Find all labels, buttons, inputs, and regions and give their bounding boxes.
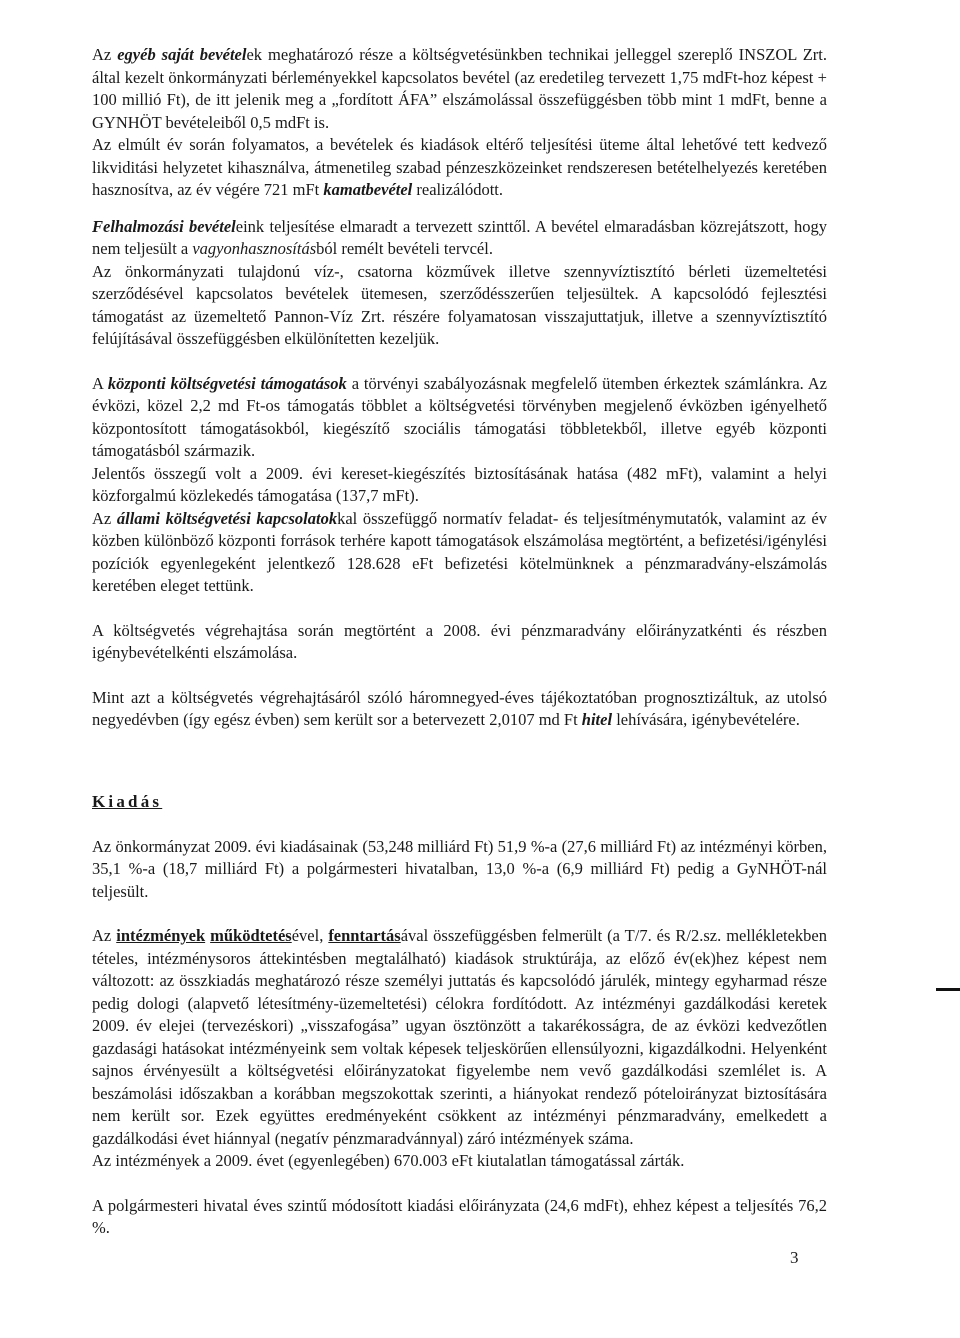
document-body [92, 44, 827, 1240]
term-fenntartas: fenntartás [328, 926, 401, 945]
paragraph-egyeb-sajat-bevetelek: Az egyéb saját bevételek meghatározó része a költségvetésünkben technikai jelleggel szereplő INSZOL Zrt. által kezelt önkormányzati bérleményekkel kapcsolatos bevétel (az eredetileg tervezett 1,75 mdFt-hoz képest + 100 millió Ft), de itt jelenik meg a „fordított ÁFA” elszámolással összefüggésben több mint 1 mdFt, benne a GYNHÖT bevételeiből 0,5 mdFt is. [92, 45, 827, 132]
section-heading-kiadas: Kiadás [92, 791, 163, 811]
paragraph-kamatbevetel: Az elmúlt év során folyamatos, a bevételek és kiadások eltérő teljesítési üteme által lehetővé tett kedvező likviditási helyzetet kihasználva, átmenetileg szabad pénzeszközeinket rendszeresen betételhelyezés keretében hasznosítva, az év végére 721 mFt kamatbevétel realizálódott. [92, 135, 827, 199]
paragraph-felhalmozasi-bevetelek: Felhalmozási bevételeink teljesítése elmaradt a tervezett szinttől. A bevétel elmaradásban közrejátszott, hogy nem teljesült a vagyonhasznosításból remélt bevételi tervcél. [92, 216, 827, 258]
paragraph-intezmenyek: Az intézmények működtetésével, fenntartásával összefüggésben felmerült (a T/7. és R/2.sz. mellékletekben tételes, intézménysoros áttekintésben megtalálható) kiadások struktúrája, az előző év(ek)hez képest nem változott: az összkiadás meghatározó része személyi juttatás és kapcsolódó járulék, mintegy egyharmad része pedig dologi (alapvető létesítmény-üzemeltetési) célokra fordítódott. Az intézményi gazdálkodási keretek 2009. év elejei (tervezéskori) „visszafogása” ugyan ösztönzött a takarékosságra, de az évközi kedvezőtlen gazdasági hatásokat intézményeink sem voltak képesek teljeskörűen ellensúlyozni, kigazdálkodni. Helyenként sajnos érvényesült a költségvetési előirányzatokat figyelembe nem vevő gazdálkodási szemlélet is. A beszámolási időszakban a korábban megszokottak szerinti, a hiányokat rendező póteloirányzat biztosítására nem került sor. Ezek együttes eredményeként csökkent az intézményi pénzmaradvány, emelkedett a gazdálkodási évet hiánnyal (negatív pénzmaradvánnyal) záró intézmények száma. [92, 926, 828, 1148]
paragraph-allami-kapcsolatok: Az állami költségvetési kapcsolatokkal összefüggő normatív feladat- és teljesítménymutatók, valamint az év közben különböző központi források terhére kapott támogatások elszámolása megtörtént, a befizetési/igénylési pozíciók egyenlegeként jelentkező 128.628 eFt befizetési kötelmünknek a pénzmaradvány-elszámolás keretében eleget tettünk. [92, 508, 827, 595]
paragraph-kozmuvek: Az önkormányzati tulajdonú víz-, csatorna közművek illetve szennyvíztisztító bérleti üzemeltetési szerződésével kapcsolatos bevételek ütemesen, szerződésszerűen teljesültek. A kapcsolódó fejlesztési támogatást az üzemeltető Pannon-Víz Zrt. részére folyamatosan visszajuttatjuk, illetve a szennyvíztisztító felújításával összefüggésben elkülönítetten kezeljük. [92, 261, 827, 348]
term-kozponti-koltsegvetesi-tamogatasok: központi költségvetési támogatások [107, 373, 347, 393]
paragraph-penzmaradvany: A költségvetés végrehajtása során megtörtént a 2008. évi pénzmaradvány előirányzatkénti és részben igénybevételkénti elszámolása. [92, 620, 827, 662]
term-intezmenyek: intézmények [116, 926, 206, 945]
margin-mark [936, 988, 960, 991]
term-hitel: hitel [581, 710, 613, 729]
term-kamatbevetel: kamatbevétel [323, 180, 413, 199]
term-felhalmozasi-bevetel: Felhalmozási bevétel [92, 216, 236, 236]
page-number: 3 [790, 1248, 799, 1267]
paragraph-intezmenyek-egyenleg: Az intézmények a 2009. évet (egyenlegében) 670.003 eFt kiutalatlan támogatással zárták. [92, 1151, 685, 1170]
paragraph-hitel: Mint azt a költségvetés végrehajtásáról szóló háromnegyed-éves tájékoztatóban prognosztizáltuk, az utolsó negyedévben (így egész évben) sem került sor a betervezett 2,0107 md Ft hitel lehívására, igénybevételére. [92, 687, 827, 729]
term-egyeb-sajat-bevetel: egyéb saját bevétel [117, 45, 247, 64]
term-mukodtetes: működtetés [210, 926, 292, 945]
paragraph-kozponti-tamogatasok: A központi költségvetési támogatások a törvényi szabályozásnak megfelelő ütemben érkeztek számlánkra. Az évközi, közel 2,2 md Ft-os támogatás többlet a költségvetési törvényben megjelenő évközben igényelhető központosított támogatásokból, kiegészítő szociális támogatási többletekből, illetve egyéb központi támogatásból származik. [92, 373, 827, 460]
paragraph-kereset-kiegeszites: Jelentős összegű volt a 2009. évi kereset-kiegészítés biztosításának hatása (482 mFt), valamint a helyi közforgalmú közlekedés támogatása (137,7 mFt). [92, 463, 827, 505]
paragraph-kiadasok-megoszlasa: Az önkormányzat 2009. évi kiadásainak (53,248 milliárd Ft) 51,9 %-a (27,6 milliárd Ft) az intézményi körben, 35,1 %-a (18,7 milliárd Ft) a polgármesteri hivatalban, 13,0 %-a (6,9 milliárd Ft) pedig a GyNHÖT-nál teljesült. [92, 836, 827, 901]
paragraph-polgarmesteri-hivatal: A polgármesteri hivatal éves szintű módosított kiadási előirányzata (24,6 mdFt), ehhez képest a teljesítés 76,2 %. [92, 1195, 827, 1237]
term-vagyonhasznositas: vagyonhasznosítás [192, 239, 317, 258]
term-allami-koltsegvetesi-kapcsolatok: állami költségvetési kapcsolatok [116, 508, 338, 528]
